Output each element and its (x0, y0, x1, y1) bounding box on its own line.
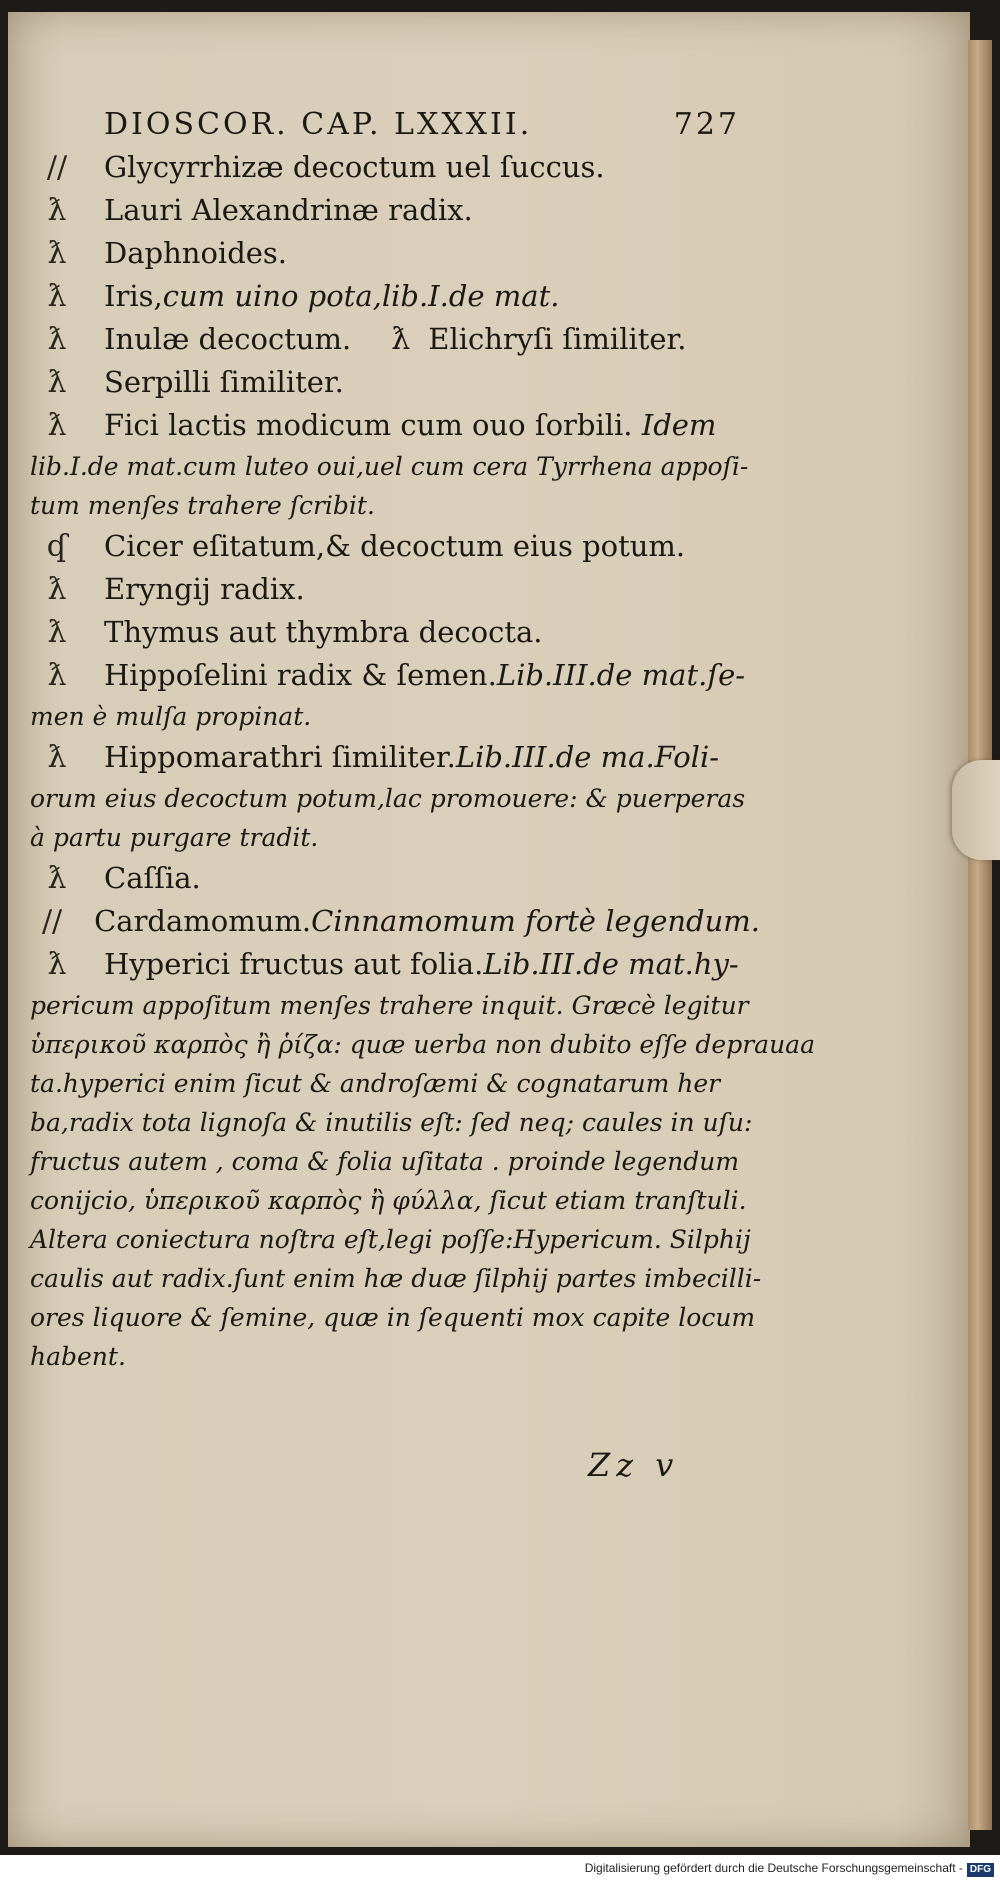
margin-mark: ƛ (47, 947, 67, 982)
margin-mark: ʠ (46, 529, 68, 564)
margin-mark: ƛ (47, 279, 67, 314)
entry-text: Cicer eſitatum,& decoctum eius potum. (104, 529, 686, 563)
running-header (104, 104, 740, 146)
entry-line (30, 943, 760, 986)
margin-mark: // (46, 150, 68, 185)
entry-text: Caſſia. (104, 861, 201, 895)
inline-mark: ƛ (391, 322, 411, 357)
entry-line (30, 404, 760, 447)
book-clasp (952, 760, 1000, 860)
entry-line (30, 857, 760, 900)
entry-text (104, 736, 719, 779)
entry-line (30, 525, 760, 568)
entry-main: Hippoſelini radix & ſemen. (104, 658, 497, 692)
continuation-line: ba,radix tota lignoſa & inutilis eſt: ſed neq; caules in uſu: (30, 1108, 753, 1137)
entry-main: Iris, (104, 279, 163, 313)
entry-line (30, 361, 760, 404)
margin-mark: ƛ (47, 861, 67, 896)
margin-mark: ƛ (47, 365, 67, 400)
continuation-line: ta.hyperici enim ſicut & androſæmi & cognatarum her (30, 1069, 721, 1098)
margin-mark: ƛ (47, 658, 67, 693)
entry-text: Glycyrrhizæ decoctum uel ſuccus. (104, 150, 605, 184)
entry-text: Elichryſi ſimiliter. (428, 322, 687, 356)
continuation-line: pericum appoſitum menſes trahere inquit. Græcè legitur (30, 991, 749, 1020)
entry-line (30, 232, 760, 275)
entries-group-1 (30, 146, 760, 525)
margin-mark: ƛ (47, 408, 67, 443)
continuation-line: ὑπερικοῦ καρπὸς ἢ ῥίζα: quæ uerba non dubito eſſe deprauaa (30, 1030, 815, 1059)
continuation-line: Altera coniectura noſtra eſt,legi poſſe:Hypericum. Silphij (30, 1225, 751, 1254)
entry-text (104, 404, 716, 447)
entry-text (104, 943, 739, 986)
continuation-line: caulis aut radix.ſunt enim hæ duæ ſilphij partes imbecilli- (30, 1264, 762, 1293)
entry-note: Lib.III.de ma.Foli- (455, 740, 720, 774)
entry-text: Lauri Alexandrinæ radix. (104, 193, 473, 227)
margin-mark: ƛ (47, 740, 67, 775)
entries-group-4 (30, 857, 815, 1376)
entry-note: Lib.III.de mat.hy- (483, 947, 739, 981)
margin-mark: // (41, 904, 63, 939)
entries-group-2 (30, 525, 760, 736)
entry-line (30, 736, 760, 779)
entry-text: Thymus aut thymbra decocta. (104, 615, 543, 649)
continuation-line: habent. (30, 1342, 126, 1371)
entry-text: Serpilli ſimiliter. (104, 365, 344, 399)
continuation-line: orum eius decoctum potum,lac promouere: & puerperas (30, 784, 746, 813)
entry-text: Inulæ decoctum. (104, 322, 352, 356)
margin-mark: ƛ (47, 615, 67, 650)
footer-bar (0, 1855, 1000, 1881)
margin-mark: ƛ (47, 193, 67, 228)
continuation-line: ores liquore & ſemine, quæ in ſequenti mox capite locum (30, 1303, 756, 1332)
continuation-line: conijcio, ὑπερικοῦ καρπὸς ἢ φύλλα, ſicut etiam tranſtuli. (30, 1186, 747, 1215)
footer-credit: Digitalisierung gefördert durch die Deutsche Forschungsgemeinschaft - (584, 1861, 963, 1875)
continuation-line: fructus autem , coma & folia uſitata . proinde legendum (30, 1147, 740, 1176)
entry-main: Fici lactis modicum cum ouo ſorbili. (104, 408, 633, 442)
margin-mark: ƛ (47, 322, 67, 357)
entry-line (30, 654, 760, 697)
margin-mark: ƛ (47, 236, 67, 271)
entry-main: Cardamomum. (94, 904, 312, 938)
entry-note: cum uino pota,lib.I.de mat. (162, 279, 560, 313)
entry-note: Idem (641, 408, 717, 442)
entry-text (94, 900, 760, 943)
continuation-line: lib.I.de mat.cum luteo oui,uel cum cera Tyrrhena appoſi- (30, 452, 749, 481)
entry-main: Hippomarathri ſimiliter. (104, 740, 456, 774)
entry-note: Cinnamomum fortè legendum. (311, 904, 760, 938)
entry-main: Hyperici fructus aut folia. (104, 947, 484, 981)
entry-text (104, 654, 745, 697)
entry-line (30, 275, 760, 318)
entry-line (30, 146, 760, 189)
dfg-logo: DFG (967, 1863, 994, 1877)
entries-group-3 (30, 736, 760, 857)
entry-line (30, 568, 760, 611)
entry-text: Daphnoides. (104, 236, 288, 270)
margin-mark: ƛ (47, 572, 67, 607)
signature-mark: Zz v (588, 1446, 680, 1484)
running-title: DIOSCOR. CAP. LXXXII. (104, 107, 533, 142)
text-block (30, 104, 815, 1376)
entry-text (104, 275, 559, 318)
entry-note: Lib.III.de mat.ſe- (496, 658, 746, 692)
entry-text: Eryngij radix. (104, 572, 305, 606)
continuation-line: à partu purgare tradit. (30, 823, 319, 852)
entry-line (30, 318, 760, 361)
continuation-line: tum menſes trahere ſcribit. (30, 491, 375, 520)
entry-line (30, 189, 760, 232)
page-edge (968, 40, 992, 1830)
page-number: 727 (673, 107, 740, 142)
continuation-line: men è mulſa propinat. (30, 702, 312, 731)
entry-line (30, 900, 760, 943)
entry-line (30, 611, 760, 654)
